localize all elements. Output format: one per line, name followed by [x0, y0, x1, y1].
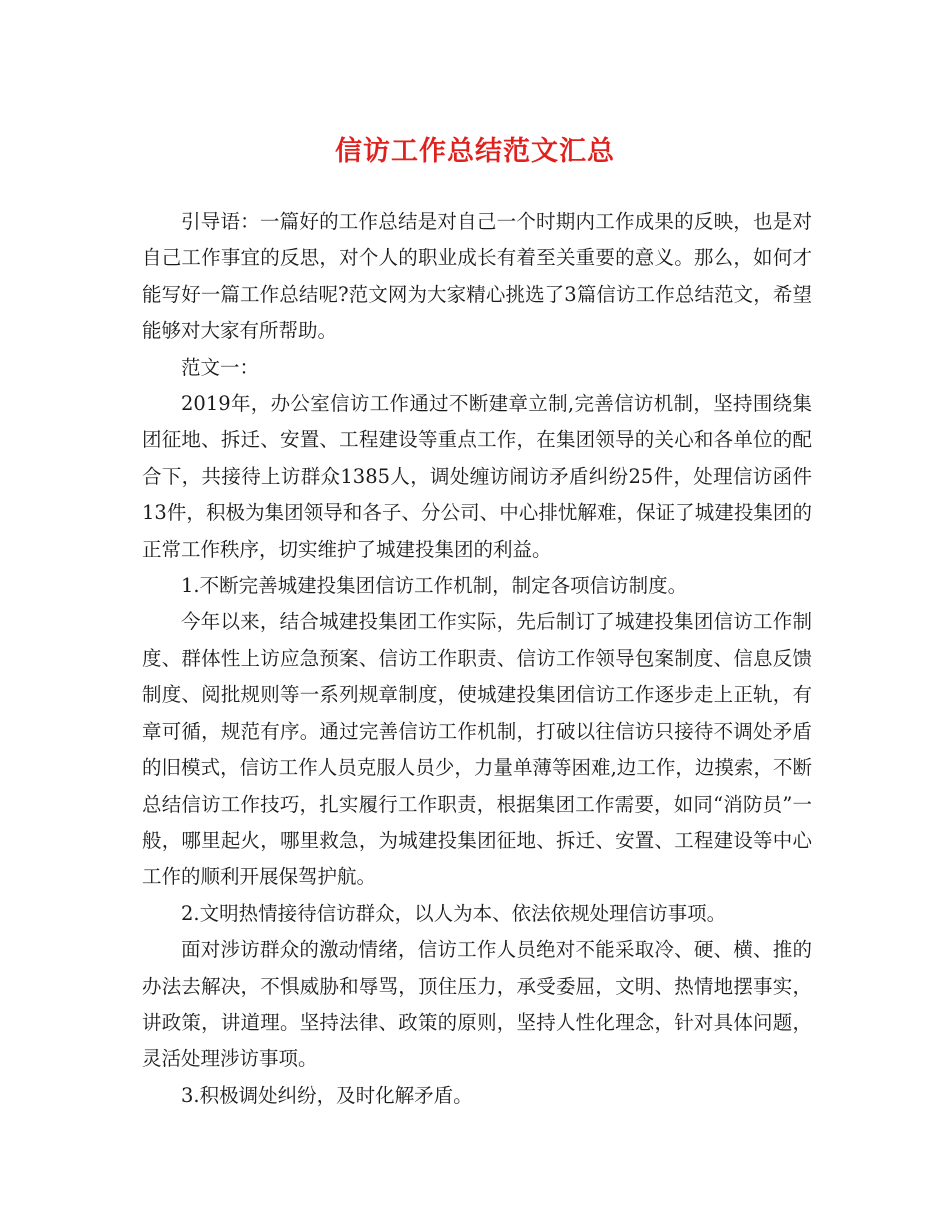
document-title: 信访工作总结范文汇总 — [335, 136, 615, 167]
point-paragraph-2: 面对涉访群众的激动情绪，信访工作人员绝对不能采取冷、硬、横、推的办法去解决，不惧威胁和辱骂，顶住压力，承受委屈，文明、热情地摆事实，讲政策，讲道理。坚持法律、政策的原则，坚持人性化理念，针对具体问题，灵活处理涉访事项。 — [142, 938, 812, 1071]
point-heading-2: 2.文明热情接待信访群众，以人为本、依法依规处理信访事项。 — [181, 901, 727, 925]
point-heading-3: 3.积极调处纠纷，及时化解矛盾。 — [181, 1083, 473, 1107]
summary-paragraph: 2019年，办公室信访工作通过不断建章立制,完善信访机制，坚持围绕集团征地、拆迁、安置、工程建设等重点工作，在集团领导的关心和各单位的配合下，共接待上访群众1385人，调处缠访闹访矛盾纠纷25件，处理信访函件13件，积极为集团领导和各子、分公司、中心排忧解难，保证了城建投集团的正常工作秩序，切实维护了城建投集团的利益。 — [142, 392, 812, 561]
point-heading-1: 1.不断完善城建投集团信访工作机制，制定各项信访制度。 — [181, 574, 688, 598]
document-body — [142, 204, 812, 1114]
intro-paragraph: 引导语：一篇好的工作总结是对自己一个时期内工作成果的反映，也是对自己工作事宜的反思，对个人的职业成长有着至关重要的意义。那么，如何才能写好一篇工作总结呢?范文网为大家精心挑选了3篇信访工作总结范文，希望能够对大家有所帮助。 — [142, 210, 812, 343]
point-paragraph-1: 今年以来，结合城建投集团工作实际，先后制订了城建投集团信访工作制度、群体性上访应急预案、信访工作职责、信访工作领导包案制度、信息反馈制度、阅批规则等一系列规章制度，使城建投集团信访工作逐步走上正轨，有章可循，规范有序。通过完善信访工作机制，打破以往信访只接待不调处矛盾的旧模式，信访工作人员克服人员少，力量单薄等困难,边工作，边摸索，不断总结信访工作技巧，扎实履行工作职责，根据集团工作需要，如同“消防员”一般，哪里起火，哪里救急，为城建投集团征地、拆迁、安置、工程建设等中心工作的顺利开展保驾护航。 — [142, 610, 812, 889]
section-heading-sample-one: 范文一： — [181, 355, 260, 379]
